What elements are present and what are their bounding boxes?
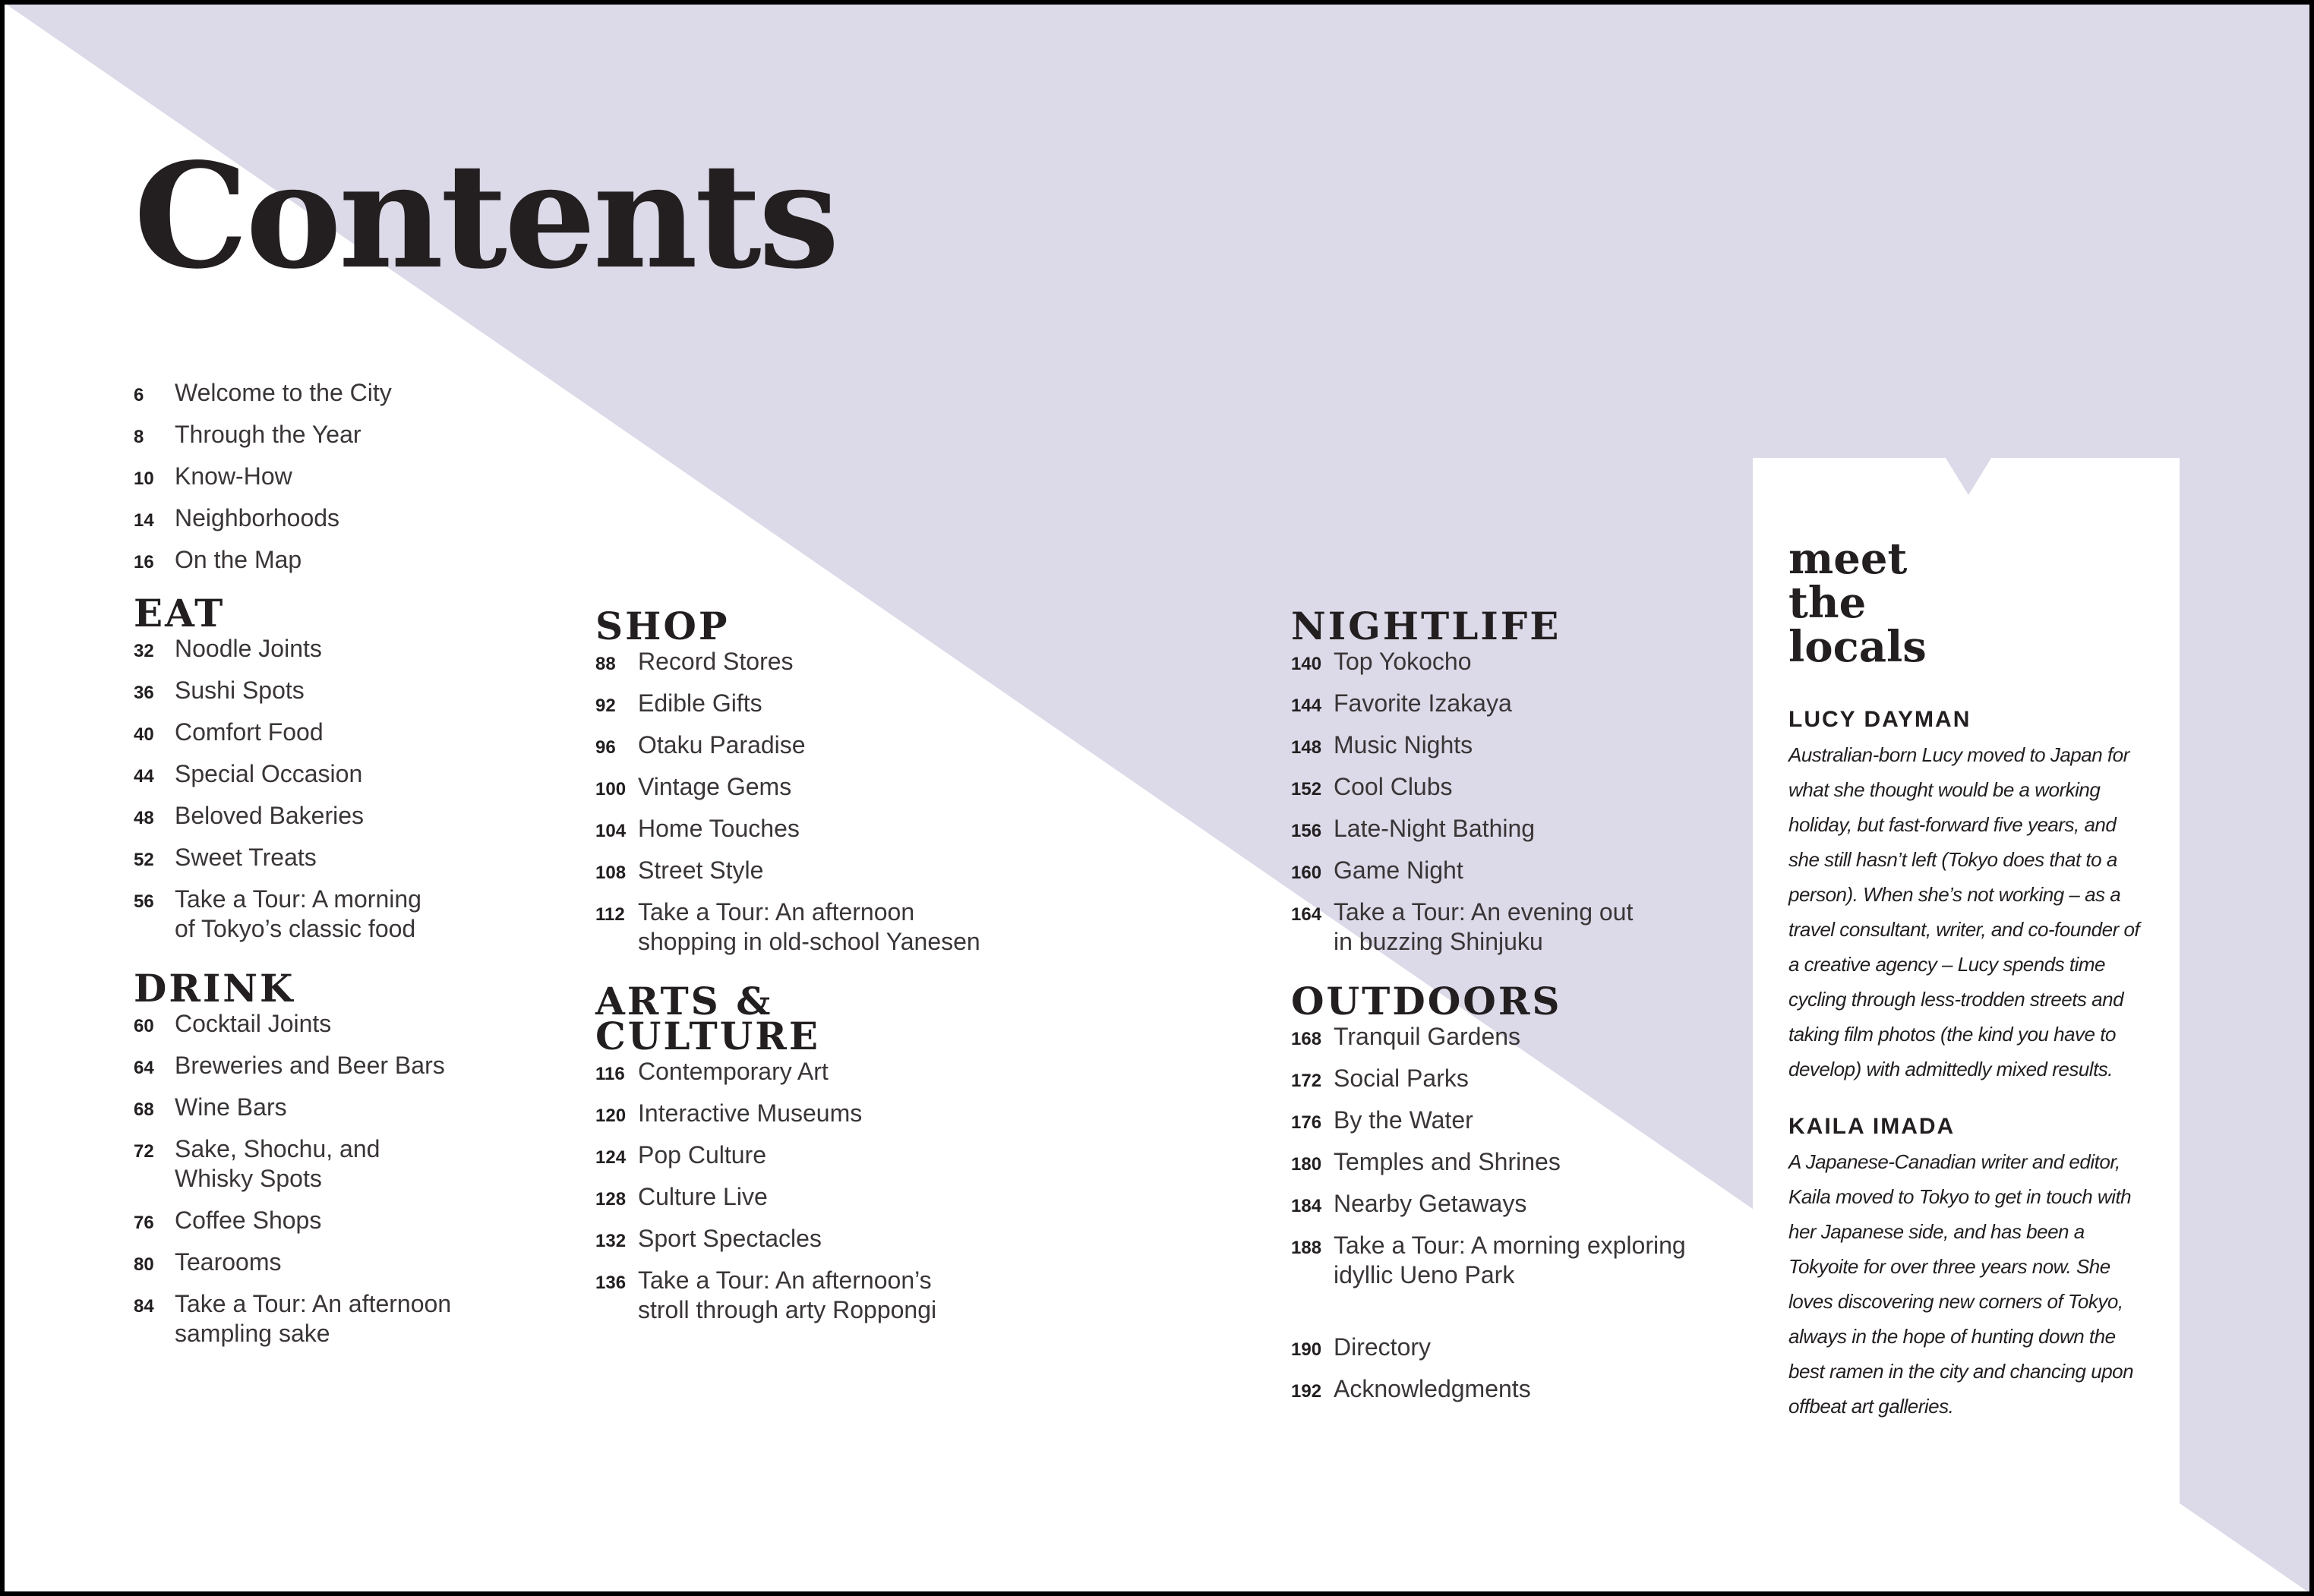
page-number: 172 xyxy=(1291,1071,1322,1091)
entry-label: Home Touches xyxy=(638,815,800,842)
local-bio: A Japanese-Canadian writer and editor, Kaila moved to Tokyo to get in touch with her Japanese side, and has been a Tokyoite for over three years now. She loves discovering new corners of Tokyo, always in the hope of hunting down the best ramen in the city and chancing upon offbeat art galleries. xyxy=(1788,1150,2134,1418)
page-number: 184 xyxy=(1291,1196,1322,1216)
page-number: 40 xyxy=(134,724,154,745)
toc-entry[interactable] xyxy=(595,1266,980,1325)
page-number: 100 xyxy=(595,779,627,800)
entry-label: Top Yokocho xyxy=(1334,648,1472,675)
entry-label: Sweet Treats xyxy=(175,844,317,871)
toc-entry[interactable] xyxy=(134,1289,451,1348)
entry-label: Contemporary Art xyxy=(638,1058,829,1085)
entry-label: Through the Year xyxy=(175,421,361,448)
section-heading-shop: SHOP xyxy=(595,604,730,648)
meet-the-locals-panel xyxy=(1753,458,2180,1549)
page-number: 80 xyxy=(134,1254,154,1275)
toc-entry[interactable] xyxy=(134,503,451,533)
page-number: 140 xyxy=(1291,654,1322,674)
entry-label: Welcome to the City xyxy=(175,379,392,406)
toc-entry[interactable] xyxy=(1291,647,1686,677)
entry-label: Culture Live xyxy=(638,1183,768,1210)
toc-entry[interactable] xyxy=(1291,1231,1686,1290)
toc-entry[interactable] xyxy=(595,689,980,718)
toc-entry[interactable] xyxy=(595,1140,980,1170)
toc-entry[interactable] xyxy=(134,462,451,491)
entry-label: Record Stores xyxy=(638,648,794,675)
entry-label: Wine Bars xyxy=(175,1093,287,1121)
toc-entry[interactable] xyxy=(134,801,451,831)
toc-entry[interactable] xyxy=(134,545,451,575)
section-heading-drink: DRINK xyxy=(134,966,295,1011)
toc-entry[interactable] xyxy=(595,856,980,885)
section-heading-outdoors: OUTDOORS xyxy=(1291,979,1562,1024)
page-number: 92 xyxy=(595,695,616,716)
page-number: 6 xyxy=(134,385,144,405)
page-number: 156 xyxy=(1291,821,1322,841)
page-number: 190 xyxy=(1291,1339,1322,1360)
page-number: 72 xyxy=(134,1141,154,1162)
page-number: 160 xyxy=(1291,863,1322,883)
entry-label: Tearooms xyxy=(175,1248,282,1276)
local-profile xyxy=(1788,1114,2145,1424)
entry-label: Nearby Getaways xyxy=(1334,1190,1527,1217)
toc-entry[interactable] xyxy=(134,843,451,872)
toc-entry[interactable] xyxy=(134,420,451,449)
entry-label: Cool Clubs xyxy=(1334,773,1453,800)
toc-entry[interactable] xyxy=(1291,689,1686,718)
page-number: 176 xyxy=(1291,1112,1322,1133)
entry-label: Special Occasion xyxy=(175,760,363,787)
column-middle xyxy=(595,597,980,1337)
entry-label: Street Style xyxy=(638,856,764,884)
toc-entry[interactable] xyxy=(1291,1374,1686,1404)
entry-label: Breweries and Beer Bars xyxy=(175,1052,445,1079)
toc-entry[interactable] xyxy=(1291,1147,1686,1177)
entry-label: Directory xyxy=(1334,1333,1432,1361)
entry-label: On the Map xyxy=(175,546,302,573)
entry-label: Cocktail Joints xyxy=(175,1010,332,1037)
entry-label: Take a Tour: An afternoon sampling sake xyxy=(175,1290,452,1347)
page-number: 144 xyxy=(1291,695,1322,716)
page-number: 128 xyxy=(595,1189,627,1210)
page-number: 152 xyxy=(1291,779,1322,800)
outdoors-list xyxy=(1291,1022,1686,1290)
entry-label: Sushi Spots xyxy=(175,677,305,704)
section-heading-arts-culture: ARTS & CULTURE xyxy=(595,979,820,1058)
entry-label: Social Parks xyxy=(1334,1065,1469,1092)
toc-entry[interactable] xyxy=(1291,856,1686,885)
entry-label: Edible Gifts xyxy=(638,689,762,717)
toc-entry[interactable] xyxy=(134,1009,451,1039)
entry-label: Neighborhoods xyxy=(175,504,340,531)
page-number: 88 xyxy=(595,654,616,674)
page-number: 14 xyxy=(134,510,154,531)
toc-entry[interactable] xyxy=(134,1247,451,1277)
toc-entry[interactable] xyxy=(1291,814,1686,844)
local-name: KAILA IMADA xyxy=(1788,1114,1956,1139)
page-number: 188 xyxy=(1291,1238,1322,1258)
entry-label: Interactive Museums xyxy=(638,1099,863,1127)
page-number: 84 xyxy=(134,1296,154,1317)
toc-entry[interactable] xyxy=(595,897,980,957)
column-right xyxy=(1291,597,1686,1416)
shop-list xyxy=(595,647,980,957)
page-number: 124 xyxy=(595,1147,627,1168)
local-bio: Australian-born Lucy moved to Japan for what she thought would be a working holiday, but fast-forward five years, and she still hasn’t left (Tokyo does that to a person). When she’s not working – as a travel consultant, writer, and co-founder of a creative agency – Lucy spends time cycling through less-trodden streets and taking film photos (the kind you have to develop) with admittedly mixed results. xyxy=(1788,743,2140,1080)
entry-label: Vintage Gems xyxy=(638,773,792,800)
toc-entry[interactable] xyxy=(134,634,451,664)
section-heading-nightlife: NIGHTLIFE xyxy=(1291,604,1561,648)
toc-entry[interactable] xyxy=(134,676,451,705)
entry-label: Sport Spectacles xyxy=(638,1225,822,1252)
entry-label: Take a Tour: An afternoon’s stroll through arty Roppongi xyxy=(638,1266,937,1323)
page-number: 148 xyxy=(1291,737,1322,758)
eat-list xyxy=(134,634,451,944)
toc-entry[interactable] xyxy=(1291,1022,1686,1052)
page-title: Contents xyxy=(134,131,837,301)
entry-label: Noodle Joints xyxy=(175,635,322,662)
toc-entry[interactable] xyxy=(134,718,451,747)
entry-label: Otaku Paradise xyxy=(638,731,806,759)
page-number: 32 xyxy=(134,641,154,661)
toc-entry[interactable] xyxy=(595,814,980,844)
entry-label: Music Nights xyxy=(1334,731,1473,759)
toc-entry[interactable] xyxy=(595,1057,980,1087)
toc-entry[interactable] xyxy=(134,1134,451,1194)
page-number: 56 xyxy=(134,891,154,912)
entry-label: Temples and Shrines xyxy=(1334,1148,1561,1175)
page-number: 132 xyxy=(595,1231,627,1251)
toc-entry[interactable] xyxy=(595,772,980,802)
page-number: 16 xyxy=(134,552,154,572)
nightlife-list xyxy=(1291,647,1686,957)
toc-entry[interactable] xyxy=(1291,1064,1686,1093)
toc-entry[interactable] xyxy=(595,1099,980,1128)
entry-label: Pop Culture xyxy=(638,1141,766,1169)
end-matter-list xyxy=(1291,1333,1686,1404)
arts-list xyxy=(595,1057,980,1325)
toc-entry[interactable] xyxy=(1291,897,1686,957)
entry-label: Know-How xyxy=(175,462,292,490)
page-number: 136 xyxy=(595,1273,627,1293)
page-number: 64 xyxy=(134,1058,154,1078)
entry-label: Late-Night Bathing xyxy=(1334,815,1536,842)
spacer xyxy=(1291,1302,1686,1333)
page-number: 76 xyxy=(134,1213,154,1233)
page-number: 168 xyxy=(1291,1029,1322,1049)
entry-label: Tranquil Gardens xyxy=(1334,1023,1521,1050)
page-number: 36 xyxy=(134,683,154,703)
page-number: 52 xyxy=(134,850,154,870)
intro-list xyxy=(134,378,451,575)
panel-notch xyxy=(1944,456,1993,495)
locals-heading: meet the locals xyxy=(1788,534,1927,672)
entry-label: Game Night xyxy=(1334,856,1463,884)
toc-entry[interactable] xyxy=(595,1182,980,1212)
entry-label: Favorite Izakaya xyxy=(1334,689,1512,717)
toc-entry[interactable] xyxy=(1291,1106,1686,1135)
entry-label: Coffee Shops xyxy=(175,1206,322,1234)
entry-label: Comfort Food xyxy=(175,718,324,746)
entry-label: Take a Tour: An afternoon shopping in old-school Yanesen xyxy=(638,898,980,955)
page-number: 180 xyxy=(1291,1154,1322,1175)
toc-entry[interactable] xyxy=(1291,1189,1686,1219)
page-number: 44 xyxy=(134,766,154,787)
page-number: 116 xyxy=(595,1064,625,1084)
page-number: 10 xyxy=(134,468,154,489)
entry-label: Acknowledgments xyxy=(1334,1375,1531,1402)
page-number: 104 xyxy=(595,821,627,841)
entry-label: Sake, Shochu, and Whisky Spots xyxy=(175,1135,380,1192)
toc-entry[interactable] xyxy=(595,1224,980,1254)
toc-entry[interactable] xyxy=(595,647,980,677)
entry-label: Take a Tour: A morning of Tokyo’s classic food xyxy=(175,885,421,942)
toc-entry[interactable] xyxy=(134,1093,451,1122)
page-number: 164 xyxy=(1291,904,1322,925)
page-number: 192 xyxy=(1291,1381,1322,1402)
page-number: 8 xyxy=(134,427,144,447)
page-number: 68 xyxy=(134,1099,154,1120)
toc-entry[interactable] xyxy=(1291,730,1686,760)
local-name: LUCY DAYMAN xyxy=(1788,707,1971,732)
entry-label: Take a Tour: A morning exploring idyllic Ueno Park xyxy=(1334,1232,1686,1288)
page-number: 48 xyxy=(134,808,154,828)
page-number: 108 xyxy=(595,863,627,883)
drink-list xyxy=(134,1009,451,1348)
toc-entry[interactable] xyxy=(134,759,451,789)
page-number: 120 xyxy=(595,1106,627,1126)
toc-entry[interactable] xyxy=(1291,772,1686,802)
page-number: 112 xyxy=(595,904,625,925)
section-heading-eat: EAT xyxy=(134,591,226,636)
entry-label: By the Water xyxy=(1334,1106,1473,1134)
toc-entry[interactable] xyxy=(595,730,980,760)
local-profile xyxy=(1788,707,2145,1087)
entry-label: Beloved Bakeries xyxy=(175,802,365,829)
page-number: 96 xyxy=(595,737,616,758)
toc-entry[interactable] xyxy=(134,1051,451,1080)
toc-entry[interactable] xyxy=(134,885,451,944)
page-number: 60 xyxy=(134,1016,154,1036)
toc-entry[interactable] xyxy=(1291,1333,1686,1362)
toc-entry[interactable] xyxy=(134,378,451,408)
column-left xyxy=(134,378,451,1361)
toc-entry[interactable] xyxy=(134,1206,451,1235)
entry-label: Take a Tour: An evening out in buzzing Shinjuku xyxy=(1334,898,1634,955)
